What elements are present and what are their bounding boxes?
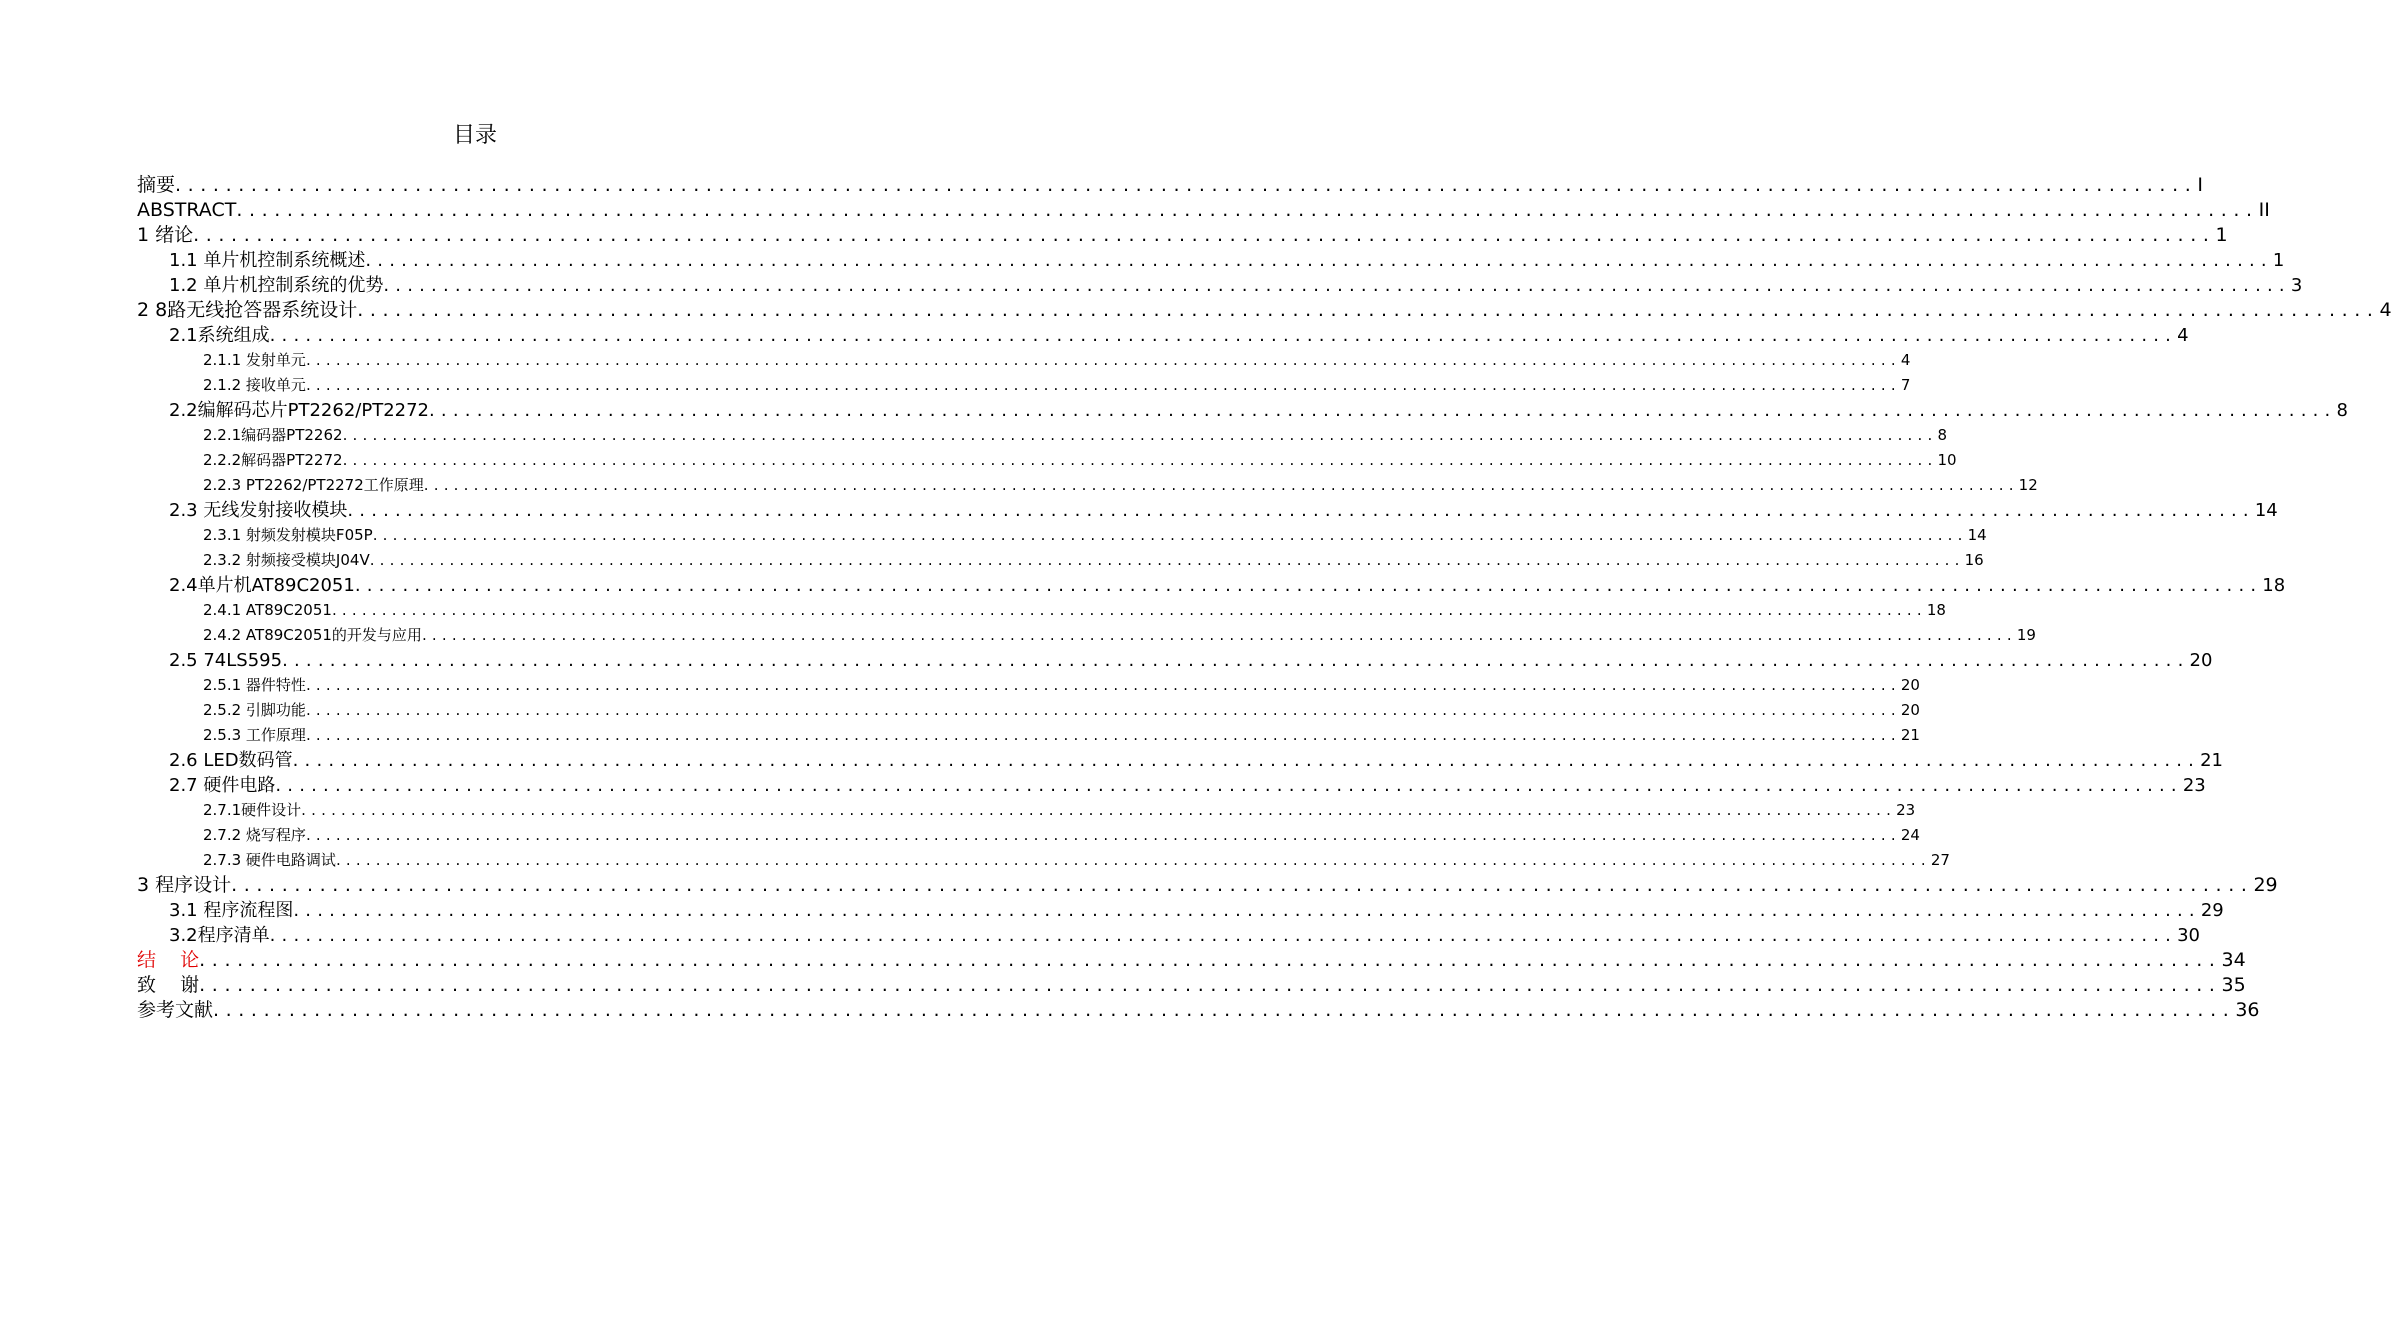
dot-leader: ................................................................................................................................................................ bbox=[383, 275, 2291, 296]
toc-entry-page: 3 bbox=[2290, 275, 2303, 296]
toc-entry-page: 20 bbox=[2189, 650, 2213, 671]
toc-entry[interactable] bbox=[137, 323, 2189, 348]
toc-entry-page: 8 bbox=[1937, 426, 1947, 444]
toc-entry-page: I bbox=[2197, 174, 2203, 196]
toc-entry-text: 2.1.2 接收单元 bbox=[203, 376, 306, 394]
toc-entry-page: 4 bbox=[1900, 351, 1911, 369]
toc-entry-text: 2.5 74LS595 bbox=[169, 650, 283, 671]
toc-entry[interactable] bbox=[137, 848, 1950, 873]
toc-entry[interactable] bbox=[137, 873, 2278, 898]
dot-leader: ................................................................................................................................................................ bbox=[231, 874, 2254, 896]
toc-entry-page: 12 bbox=[2018, 476, 2038, 494]
dot-leader: ................................................................................................................................................................ bbox=[372, 526, 1968, 544]
page-title: 目录 bbox=[452, 123, 497, 148]
dot-leader: ................................................................................................................................................................ bbox=[305, 826, 1901, 844]
toc-entry-text: 3.1 程序流程图 bbox=[169, 900, 294, 921]
toc-entry[interactable] bbox=[137, 798, 1916, 823]
toc-entry[interactable] bbox=[137, 973, 2246, 998]
toc-entry-page: 4 bbox=[2379, 299, 2392, 321]
toc-entry-text: 2.7 硬件电路 bbox=[169, 775, 276, 796]
toc-entry[interactable] bbox=[137, 598, 1946, 623]
dot-leader: ................................................................................................................................................................ bbox=[421, 626, 2017, 644]
toc-entry[interactable] bbox=[137, 573, 2286, 598]
toc-entry[interactable] bbox=[137, 648, 2213, 673]
toc-entry-text: ABSTRACT bbox=[137, 199, 237, 221]
toc-entry-page: 1 bbox=[2215, 224, 2228, 246]
dot-leader: ................................................................................................................................................................ bbox=[293, 900, 2201, 921]
dot-leader: ................................................................................................................................................................ bbox=[269, 925, 2178, 946]
toc-entry-text: 2.4.2 AT89C2051的开发与应用 bbox=[203, 626, 422, 644]
toc-entry[interactable] bbox=[137, 998, 2260, 1023]
toc-entry-page: 18 bbox=[2262, 575, 2286, 596]
dot-leader: ................................................................................................................................................................ bbox=[236, 199, 2259, 221]
dot-leader: ................................................................................................................................................................ bbox=[275, 775, 2183, 796]
dot-leader: ................................................................................................................................................................ bbox=[175, 174, 2198, 196]
toc-entry-page: 27 bbox=[1930, 851, 1950, 869]
dot-leader: ................................................................................................................................................................ bbox=[193, 224, 2216, 246]
toc-entry-page: 34 bbox=[2221, 949, 2246, 971]
toc-entry-page: II bbox=[2258, 199, 2270, 221]
dot-leader: ................................................................................................................................................................ bbox=[292, 750, 2201, 771]
toc-entry-text: 1.2 单片机控制系统的优势 bbox=[169, 275, 384, 296]
dot-leader: ................................................................................................................................................................ bbox=[423, 476, 2019, 494]
toc-entry[interactable] bbox=[137, 748, 2223, 773]
toc-entry-page: 18 bbox=[1926, 601, 1946, 619]
toc-entry[interactable] bbox=[137, 923, 2201, 948]
dot-leader: ................................................................................................................................................................ bbox=[282, 650, 2190, 671]
toc-entry[interactable] bbox=[137, 623, 2036, 648]
toc-entry-text: 2 8路无线抢答器系统设计 bbox=[137, 299, 358, 321]
toc-entry-text: 结 论 bbox=[137, 949, 200, 971]
toc-entry-text: 2.4.1 AT89C2051 bbox=[203, 601, 332, 619]
dot-leader: ................................................................................................................................................................ bbox=[213, 999, 2236, 1021]
toc-entry-page: 30 bbox=[2177, 925, 2201, 946]
dot-leader: ................................................................................................................................................................ bbox=[269, 325, 2178, 346]
dot-leader: ................................................................................................................................................................ bbox=[369, 551, 1965, 569]
toc-entry-text: 2.3 无线发射接收模块 bbox=[169, 500, 348, 521]
toc-entry[interactable] bbox=[137, 448, 1957, 473]
toc-entry[interactable] bbox=[137, 423, 1947, 448]
toc-entry[interactable] bbox=[137, 348, 1911, 373]
toc-entry-page: 29 bbox=[2200, 900, 2224, 921]
toc-entry[interactable] bbox=[137, 673, 1920, 698]
toc-entry-page: 20 bbox=[1900, 701, 1920, 719]
toc-entry-page: 23 bbox=[2182, 775, 2206, 796]
toc-entry-text: 致 谢 bbox=[137, 974, 200, 996]
dot-leader: ................................................................................................................................................................ bbox=[347, 500, 2255, 521]
table-of-contents bbox=[137, 173, 2392, 1023]
toc-entry-page: 29 bbox=[2253, 874, 2278, 896]
dot-leader: ................................................................................................................................................................ bbox=[305, 726, 1901, 744]
toc-entry-text: 1.1 单片机控制系统概述 bbox=[169, 250, 366, 271]
toc-entry[interactable] bbox=[137, 723, 1920, 748]
dot-leader: ................................................................................................................................................................ bbox=[305, 351, 1901, 369]
dot-leader: ................................................................................................................................................................ bbox=[199, 949, 2222, 971]
toc-entry[interactable] bbox=[137, 198, 2270, 223]
toc-entry[interactable] bbox=[137, 898, 2224, 923]
toc-entry-text: 2.2.3 PT2262/PT2272工作原理 bbox=[203, 476, 424, 494]
toc-entry-page: 36 bbox=[2235, 999, 2260, 1021]
toc-entry-text: 参考文献 bbox=[137, 999, 214, 1021]
toc-entry-text: 2.4单片机AT89C2051 bbox=[169, 575, 355, 596]
toc-entry-text: 2.5.1 器件特性 bbox=[203, 676, 306, 694]
dot-leader: ................................................................................................................................................................ bbox=[199, 974, 2222, 996]
toc-entry-page: 8 bbox=[2336, 400, 2348, 421]
toc-entry[interactable] bbox=[137, 523, 1987, 548]
toc-entry-page: 1 bbox=[2272, 250, 2285, 271]
dot-leader: ................................................................................................................................................................ bbox=[342, 451, 1938, 469]
toc-entry[interactable] bbox=[137, 473, 2038, 498]
toc-entry[interactable] bbox=[137, 498, 2278, 523]
toc-entry-text: 2.2编解码芯片PT2262/PT2272 bbox=[169, 400, 430, 421]
dot-leader: ................................................................................................................................................................ bbox=[335, 851, 1931, 869]
toc-entry[interactable] bbox=[137, 223, 2228, 248]
toc-entry-text: 2.7.3 硬件电路调试 bbox=[203, 851, 336, 869]
toc-entry-text: 2.5.3 工作原理 bbox=[203, 726, 306, 744]
toc-entry[interactable] bbox=[137, 948, 2246, 973]
toc-entry[interactable] bbox=[137, 823, 1920, 848]
toc-entry-page: 19 bbox=[2016, 626, 2036, 644]
toc-entry-page: 10 bbox=[1937, 451, 1957, 469]
toc-entry-page: 21 bbox=[2200, 750, 2223, 771]
toc-entry[interactable] bbox=[137, 273, 2303, 298]
dot-leader: ................................................................................................................................................................ bbox=[331, 601, 1927, 619]
toc-entry[interactable] bbox=[137, 773, 2206, 798]
toc-entry-text: 2.2.2解码器PT2272 bbox=[203, 451, 343, 469]
toc-entry[interactable] bbox=[137, 298, 2392, 323]
toc-entry-page: 14 bbox=[1967, 526, 1987, 544]
toc-entry-text: 摘要 bbox=[137, 174, 176, 196]
toc-entry-page: 20 bbox=[1900, 676, 1920, 694]
toc-entry-page: 7 bbox=[1900, 376, 1911, 394]
dot-leader: ................................................................................................................................................................ bbox=[301, 801, 1897, 819]
dot-leader: ................................................................................................................................................................ bbox=[342, 426, 1938, 444]
dot-leader: ................................................................................................................................................................ bbox=[305, 701, 1901, 719]
toc-entry-text: 2.3.1 射频发射模块F05P bbox=[203, 526, 373, 544]
toc-entry-page: 24 bbox=[1900, 826, 1920, 844]
toc-entry[interactable] bbox=[137, 373, 1911, 398]
toc-entry[interactable] bbox=[137, 548, 1984, 573]
toc-entry-text: 2.1系统组成 bbox=[169, 325, 270, 346]
toc-entry-text: 2.2.1编码器PT2262 bbox=[203, 426, 343, 444]
toc-entry-text: 2.6 LED数码管 bbox=[169, 750, 293, 771]
toc-entry-page: 21 bbox=[1900, 726, 1920, 744]
toc-entry-page: 4 bbox=[2177, 325, 2189, 346]
toc-entry-text: 2.3.2 射频接受模块J04V bbox=[203, 551, 370, 569]
dot-leader: ................................................................................................................................................................ bbox=[305, 376, 1901, 394]
toc-entry[interactable] bbox=[137, 698, 1920, 723]
toc-entry-text: 1 绪论 bbox=[137, 224, 194, 246]
toc-entry-text: 2.1.1 发射单元 bbox=[203, 351, 306, 369]
dot-leader: ................................................................................................................................................................ bbox=[429, 400, 2337, 421]
toc-entry-text: 3 程序设计 bbox=[137, 874, 232, 896]
toc-entry-text: 3.2程序清单 bbox=[169, 925, 270, 946]
toc-entry-page: 16 bbox=[1964, 551, 1984, 569]
dot-leader: ................................................................................................................................................................ bbox=[354, 575, 2263, 596]
toc-entry-text: 2.7.2 烧写程序 bbox=[203, 826, 306, 844]
toc-entry-page: 35 bbox=[2221, 974, 2246, 996]
toc-entry-page: 23 bbox=[1896, 801, 1916, 819]
toc-entry[interactable] bbox=[137, 398, 2348, 423]
dot-leader: ................................................................................................................................................................ bbox=[365, 250, 2273, 271]
dot-leader: ................................................................................................................................................................ bbox=[305, 676, 1901, 694]
toc-entry[interactable] bbox=[137, 248, 2285, 273]
toc-entry-text: 2.7.1硬件设计 bbox=[203, 801, 302, 819]
dot-leader: ................................................................................................................................................................ bbox=[357, 299, 2380, 321]
toc-entry-text: 2.5.2 引脚功能 bbox=[203, 701, 306, 719]
toc-entry-page: 14 bbox=[2254, 500, 2278, 521]
toc-entry[interactable] bbox=[137, 173, 2203, 198]
